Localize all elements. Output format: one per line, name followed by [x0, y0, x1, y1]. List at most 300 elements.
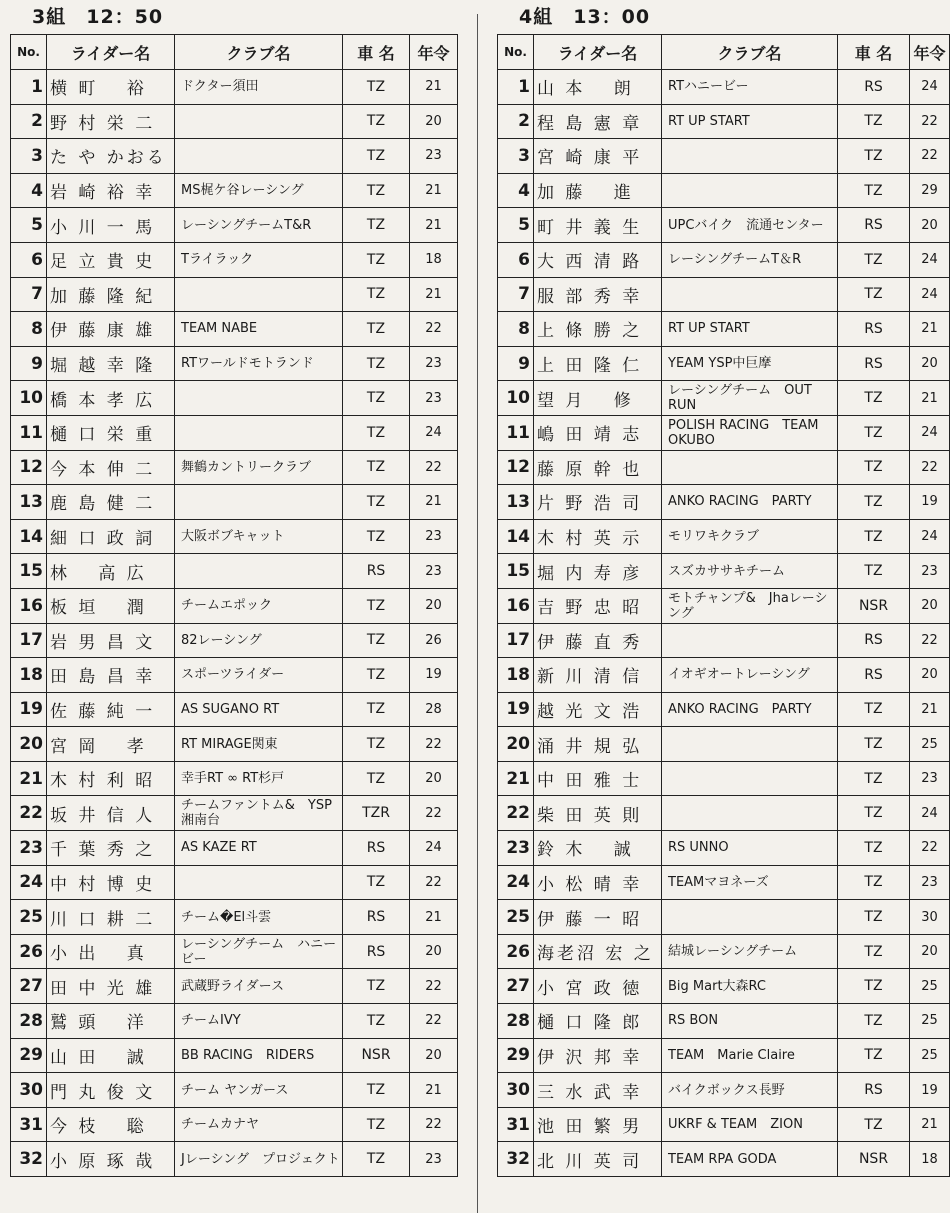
- rider-name: 加 藤 隆 紀: [47, 277, 175, 312]
- car-model: RS: [838, 208, 910, 243]
- car-model: RS: [343, 934, 410, 969]
- rider-age: 20: [410, 934, 458, 969]
- rider-name: 中 村 博 史: [47, 865, 175, 900]
- table-row: [11, 70, 458, 105]
- club-name: RT MIRAGE関東: [175, 727, 343, 762]
- car-model: TZ: [838, 1107, 910, 1142]
- row-number: 9: [11, 346, 47, 381]
- row-number: 15: [498, 554, 534, 589]
- table-row: [11, 104, 458, 139]
- rider-name: 林 高 広: [47, 554, 175, 589]
- table-row: [498, 1073, 950, 1108]
- table-row: [498, 519, 950, 554]
- row-number: 11: [498, 415, 534, 450]
- table-row: [11, 312, 458, 347]
- rider-age: 24: [910, 796, 950, 831]
- car-model: TZ: [838, 450, 910, 485]
- rider-name: 山 本 朗: [534, 70, 662, 105]
- car-model: TZ: [838, 104, 910, 139]
- row-number: 16: [11, 588, 47, 623]
- club-name: RT UP START: [662, 104, 838, 139]
- club-name: 結城レーシングチーム: [662, 934, 838, 969]
- row-number: 22: [11, 796, 47, 831]
- table-row: [11, 623, 458, 658]
- header-club: クラブ名: [662, 35, 838, 70]
- rider-age: 21: [410, 208, 458, 243]
- rider-age: 22: [410, 969, 458, 1004]
- group-heading: 4組 13：00: [519, 6, 651, 28]
- rider-age: 24: [410, 415, 458, 450]
- car-model: TZ: [343, 727, 410, 762]
- table-row: [11, 831, 458, 866]
- car-model: RS: [838, 1073, 910, 1108]
- club-name: YEAM YSP中巨摩: [662, 346, 838, 381]
- car-model: TZ: [343, 1107, 410, 1142]
- table-row: [498, 1107, 950, 1142]
- rider-name: 伊 藤 康 雄: [47, 312, 175, 347]
- row-number: 26: [11, 934, 47, 969]
- car-model: TZR: [343, 796, 410, 831]
- rider-age: 29: [910, 173, 950, 208]
- header-row: [498, 35, 950, 70]
- car-model: RS: [343, 831, 410, 866]
- table-row: [11, 1073, 458, 1108]
- rider-age: 23: [410, 381, 458, 416]
- table-row: [11, 761, 458, 796]
- row-number: 20: [498, 727, 534, 762]
- club-name: Jレーシング プロジェクト: [175, 1142, 343, 1177]
- rider-age: 22: [910, 139, 950, 174]
- row-number: 27: [498, 969, 534, 1004]
- table-row: [498, 1004, 950, 1039]
- club-name: RTハニービー: [662, 70, 838, 105]
- header-no: No.: [11, 35, 47, 70]
- rider-age: 23: [410, 554, 458, 589]
- rider-name: 伊 藤 直 秀: [534, 623, 662, 658]
- rider-age: 24: [910, 519, 950, 554]
- table-row: [11, 1107, 458, 1142]
- club-name: [175, 139, 343, 174]
- rider-age: 22: [410, 865, 458, 900]
- rider-age: 23: [410, 139, 458, 174]
- table-row: [498, 796, 950, 831]
- rider-table: [497, 34, 950, 1177]
- car-model: TZ: [343, 173, 410, 208]
- club-name: [662, 761, 838, 796]
- club-name: モトチャンプ& Jhaレーシング: [662, 588, 838, 623]
- rider-age: 23: [410, 1142, 458, 1177]
- rider-age: 18: [410, 242, 458, 277]
- row-number: 3: [498, 139, 534, 174]
- car-model: RS: [343, 554, 410, 589]
- row-number: 30: [498, 1073, 534, 1108]
- rider-name: 海老沼 宏 之: [534, 934, 662, 969]
- rider-age: 19: [910, 1073, 950, 1108]
- row-number: 10: [498, 381, 534, 416]
- rider-age: 24: [910, 242, 950, 277]
- rider-age: 20: [410, 761, 458, 796]
- row-number: 5: [498, 208, 534, 243]
- car-model: TZ: [343, 1004, 410, 1039]
- car-model: TZ: [838, 139, 910, 174]
- rider-name: 程 島 憲 章: [534, 104, 662, 139]
- table-row: [11, 1004, 458, 1039]
- rider-name: 池 田 繁 男: [534, 1107, 662, 1142]
- rider-age: 21: [410, 1073, 458, 1108]
- club-name: RT UP START: [662, 312, 838, 347]
- table-row: [498, 381, 950, 416]
- row-number: 23: [11, 831, 47, 866]
- rider-name: 今 枝 聡: [47, 1107, 175, 1142]
- car-model: TZ: [343, 969, 410, 1004]
- rider-age: 20: [410, 1038, 458, 1073]
- row-number: 23: [498, 831, 534, 866]
- rider-name: 山 田 誠: [47, 1038, 175, 1073]
- table-row: [11, 346, 458, 381]
- rider-name: 宮 崎 康 平: [534, 139, 662, 174]
- club-name: Big Mart大森RC: [662, 969, 838, 1004]
- row-number: 29: [498, 1038, 534, 1073]
- row-number: 6: [11, 242, 47, 277]
- rider-age: 23: [910, 761, 950, 796]
- rider-name: 涌 井 規 弘: [534, 727, 662, 762]
- club-name: TEAM Marie Claire: [662, 1038, 838, 1073]
- club-name: POLISH RACING TEAM OKUBO: [662, 415, 838, 450]
- table-row: [11, 588, 458, 623]
- header-rider: ライダー名: [534, 35, 662, 70]
- rider-age: 18: [910, 1142, 950, 1177]
- rider-name: 服 部 秀 幸: [534, 277, 662, 312]
- rider-name: 鈴 木 誠: [534, 831, 662, 866]
- club-name: RS BON: [662, 1004, 838, 1039]
- rider-name: 町 井 義 生: [534, 208, 662, 243]
- rider-name: 藤 原 幹 也: [534, 450, 662, 485]
- car-model: TZ: [343, 104, 410, 139]
- row-number: 32: [498, 1142, 534, 1177]
- header-car: 車 名: [343, 35, 410, 70]
- row-number: 28: [498, 1004, 534, 1039]
- car-model: TZ: [838, 900, 910, 935]
- row-number: 13: [498, 485, 534, 520]
- car-model: RS: [838, 346, 910, 381]
- rider-table: [10, 34, 458, 1177]
- rider-age: 24: [910, 415, 950, 450]
- car-model: TZ: [838, 934, 910, 969]
- club-name: UKRF & TEAM ZION: [662, 1107, 838, 1142]
- rider-age: 21: [410, 900, 458, 935]
- rider-name: た や かおる: [47, 139, 175, 174]
- table-row: [11, 415, 458, 450]
- car-model: TZ: [343, 208, 410, 243]
- club-name: チームエポック: [175, 588, 343, 623]
- rider-name: 岩 男 昌 文: [47, 623, 175, 658]
- table-row: [498, 70, 950, 105]
- table-row: [498, 450, 950, 485]
- table-row: [11, 1142, 458, 1177]
- club-name: [662, 173, 838, 208]
- club-name: [662, 623, 838, 658]
- table-row: [11, 969, 458, 1004]
- rider-name: 鹿 島 健 二: [47, 485, 175, 520]
- club-name: AS KAZE RT: [175, 831, 343, 866]
- rider-name: 川 口 耕 二: [47, 900, 175, 935]
- table-row: [498, 139, 950, 174]
- rider-name: 小 川 一 馬: [47, 208, 175, 243]
- club-name: 舞鶴カントリークラブ: [175, 450, 343, 485]
- rider-age: 20: [910, 588, 950, 623]
- rider-age: 22: [410, 796, 458, 831]
- car-model: NSR: [343, 1038, 410, 1073]
- club-name: 武蔵野ライダース: [175, 969, 343, 1004]
- table-row: [11, 692, 458, 727]
- car-model: TZ: [838, 865, 910, 900]
- rider-name: 小 出 真: [47, 934, 175, 969]
- car-model: RS: [343, 900, 410, 935]
- club-name: [175, 865, 343, 900]
- rider-age: 25: [910, 1038, 950, 1073]
- row-number: 2: [498, 104, 534, 139]
- rider-name: 嶋 田 靖 志: [534, 415, 662, 450]
- rider-age: 20: [910, 658, 950, 693]
- club-name: スズカササキチーム: [662, 554, 838, 589]
- rider-name: 細 口 政 詞: [47, 519, 175, 554]
- row-number: 8: [498, 312, 534, 347]
- row-number: 14: [11, 519, 47, 554]
- row-number: 32: [11, 1142, 47, 1177]
- table-row: [11, 865, 458, 900]
- rider-age: 23: [910, 865, 950, 900]
- table-row: [498, 692, 950, 727]
- rider-age: 20: [910, 346, 950, 381]
- rider-age: 25: [910, 727, 950, 762]
- rider-name: 伊 藤 一 昭: [534, 900, 662, 935]
- rider-name: 佐 藤 純 一: [47, 692, 175, 727]
- rider-name: 小 松 晴 幸: [534, 865, 662, 900]
- rider-age: 22: [410, 312, 458, 347]
- row-number: 14: [498, 519, 534, 554]
- rider-age: 23: [910, 554, 950, 589]
- rider-age: 21: [410, 70, 458, 105]
- car-model: TZ: [343, 450, 410, 485]
- row-number: 27: [11, 969, 47, 1004]
- rider-name: 木 村 利 昭: [47, 761, 175, 796]
- car-model: TZ: [343, 588, 410, 623]
- table-row: [498, 346, 950, 381]
- car-model: TZ: [838, 796, 910, 831]
- row-number: 11: [11, 415, 47, 450]
- club-name: Tライラック: [175, 242, 343, 277]
- car-model: RS: [838, 623, 910, 658]
- club-name: TEAM RPA GODA: [662, 1142, 838, 1177]
- car-model: TZ: [838, 761, 910, 796]
- rider-age: 21: [910, 312, 950, 347]
- rider-age: 24: [910, 277, 950, 312]
- rider-name: 大 西 清 路: [534, 242, 662, 277]
- row-number: 7: [498, 277, 534, 312]
- table-row: [498, 415, 950, 450]
- table-row: [498, 485, 950, 520]
- table-row: [11, 796, 458, 831]
- table-row: [11, 485, 458, 520]
- row-number: 21: [498, 761, 534, 796]
- club-name: イオギオートレーシング: [662, 658, 838, 693]
- rider-name: 堀 内 寿 彦: [534, 554, 662, 589]
- car-model: RS: [838, 70, 910, 105]
- club-name: [662, 900, 838, 935]
- table-row: [498, 761, 950, 796]
- club-name: チーム ヤンガース: [175, 1073, 343, 1108]
- rider-name: 望 月 修: [534, 381, 662, 416]
- car-model: TZ: [343, 277, 410, 312]
- club-name: MS梶ケ谷レーシング: [175, 173, 343, 208]
- rider-name: 小 原 琢 哉: [47, 1142, 175, 1177]
- rider-name: 宮 岡 孝: [47, 727, 175, 762]
- table-row: [498, 934, 950, 969]
- club-name: モリワキクラブ: [662, 519, 838, 554]
- club-name: RTワールドモトランド: [175, 346, 343, 381]
- row-number: 13: [11, 485, 47, 520]
- car-model: TZ: [343, 519, 410, 554]
- car-model: TZ: [838, 519, 910, 554]
- car-model: TZ: [343, 1073, 410, 1108]
- car-model: TZ: [838, 173, 910, 208]
- rider-name: 木 村 英 示: [534, 519, 662, 554]
- rider-name: 小 宮 政 徳: [534, 969, 662, 1004]
- rider-name: 岩 崎 裕 幸: [47, 173, 175, 208]
- rider-name: 上 田 隆 仁: [534, 346, 662, 381]
- row-number: 3: [11, 139, 47, 174]
- club-name: スポーツライダー: [175, 658, 343, 693]
- rider-age: 21: [910, 381, 950, 416]
- rider-name: 上 條 勝 之: [534, 312, 662, 347]
- rider-age: 22: [410, 1004, 458, 1039]
- rider-age: 21: [410, 485, 458, 520]
- rider-age: 20: [410, 104, 458, 139]
- header-row: [11, 35, 458, 70]
- rider-name: 鷲 頭 洋: [47, 1004, 175, 1039]
- row-number: 4: [498, 173, 534, 208]
- table-row: [498, 900, 950, 935]
- table-row: [498, 1142, 950, 1177]
- club-name: レーシングチーム ハニービー: [175, 934, 343, 969]
- table-row: [11, 554, 458, 589]
- car-model: TZ: [343, 1142, 410, 1177]
- club-name: [175, 415, 343, 450]
- header-age: 年令: [910, 35, 950, 70]
- car-model: TZ: [343, 692, 410, 727]
- rider-name: 新 川 清 信: [534, 658, 662, 693]
- car-model: TZ: [838, 692, 910, 727]
- rider-name: 橋 本 孝 広: [47, 381, 175, 416]
- club-name: [662, 450, 838, 485]
- rider-age: 21: [910, 1107, 950, 1142]
- table-row: [11, 658, 458, 693]
- group-heading: 3組 12：50: [32, 6, 164, 28]
- table-row: [498, 588, 950, 623]
- row-number: 4: [11, 173, 47, 208]
- rider-name: 伊 沢 邦 幸: [534, 1038, 662, 1073]
- car-model: TZ: [343, 658, 410, 693]
- table-row: [11, 934, 458, 969]
- rider-name: 今 本 伸 二: [47, 450, 175, 485]
- rider-age: 19: [410, 658, 458, 693]
- rider-name: 柴 田 英 則: [534, 796, 662, 831]
- row-number: 25: [11, 900, 47, 935]
- car-model: TZ: [343, 381, 410, 416]
- rider-name: 足 立 貴 史: [47, 242, 175, 277]
- row-number: 9: [498, 346, 534, 381]
- table-row: [498, 277, 950, 312]
- rider-name: 樋 口 栄 重: [47, 415, 175, 450]
- club-name: バイクボックス長野: [662, 1073, 838, 1108]
- table-row: [498, 865, 950, 900]
- row-number: 16: [498, 588, 534, 623]
- car-model: TZ: [838, 415, 910, 450]
- club-name: UPCバイク 流通センター: [662, 208, 838, 243]
- rider-name: 野 村 栄 二: [47, 104, 175, 139]
- rider-name: 加 藤 進: [534, 173, 662, 208]
- club-name: 幸手RT ∞ RT杉戸: [175, 761, 343, 796]
- row-number: 19: [11, 692, 47, 727]
- table-row: [498, 623, 950, 658]
- car-model: TZ: [838, 969, 910, 1004]
- table-row: [498, 104, 950, 139]
- row-number: 20: [11, 727, 47, 762]
- rider-age: 28: [410, 692, 458, 727]
- car-model: RS: [838, 312, 910, 347]
- table-row: [498, 312, 950, 347]
- column-divider: [477, 14, 478, 1213]
- car-model: TZ: [838, 831, 910, 866]
- car-model: TZ: [343, 865, 410, 900]
- rider-age: 22: [910, 831, 950, 866]
- rider-age: 22: [410, 1107, 458, 1142]
- table-row: [11, 173, 458, 208]
- car-model: TZ: [343, 623, 410, 658]
- club-name: 82レーシング: [175, 623, 343, 658]
- rider-age: 26: [410, 623, 458, 658]
- car-model: TZ: [838, 554, 910, 589]
- car-model: TZ: [343, 70, 410, 105]
- car-model: TZ: [838, 277, 910, 312]
- club-name: 大阪ボブキャット: [175, 519, 343, 554]
- row-number: 22: [498, 796, 534, 831]
- car-model: NSR: [838, 1142, 910, 1177]
- row-number: 17: [498, 623, 534, 658]
- table-row: [498, 173, 950, 208]
- table-row: [11, 450, 458, 485]
- row-number: 28: [11, 1004, 47, 1039]
- table-row: [11, 277, 458, 312]
- table-row: [11, 208, 458, 243]
- header-no: No.: [498, 35, 534, 70]
- club-name: [662, 796, 838, 831]
- club-name: BB RACING RIDERS: [175, 1038, 343, 1073]
- row-number: 30: [11, 1073, 47, 1108]
- rider-name: 門 丸 俊 文: [47, 1073, 175, 1108]
- table-row: [11, 1038, 458, 1073]
- rider-age: 22: [410, 450, 458, 485]
- club-name: チームファントム& YSP湘南台: [175, 796, 343, 831]
- club-name: ANKO RACING PARTY: [662, 485, 838, 520]
- car-model: TZ: [838, 242, 910, 277]
- rider-name: 北 川 英 司: [534, 1142, 662, 1177]
- club-name: AS SUGANO RT: [175, 692, 343, 727]
- table-row: [498, 554, 950, 589]
- table-row: [498, 727, 950, 762]
- table-row: [11, 139, 458, 174]
- row-number: 10: [11, 381, 47, 416]
